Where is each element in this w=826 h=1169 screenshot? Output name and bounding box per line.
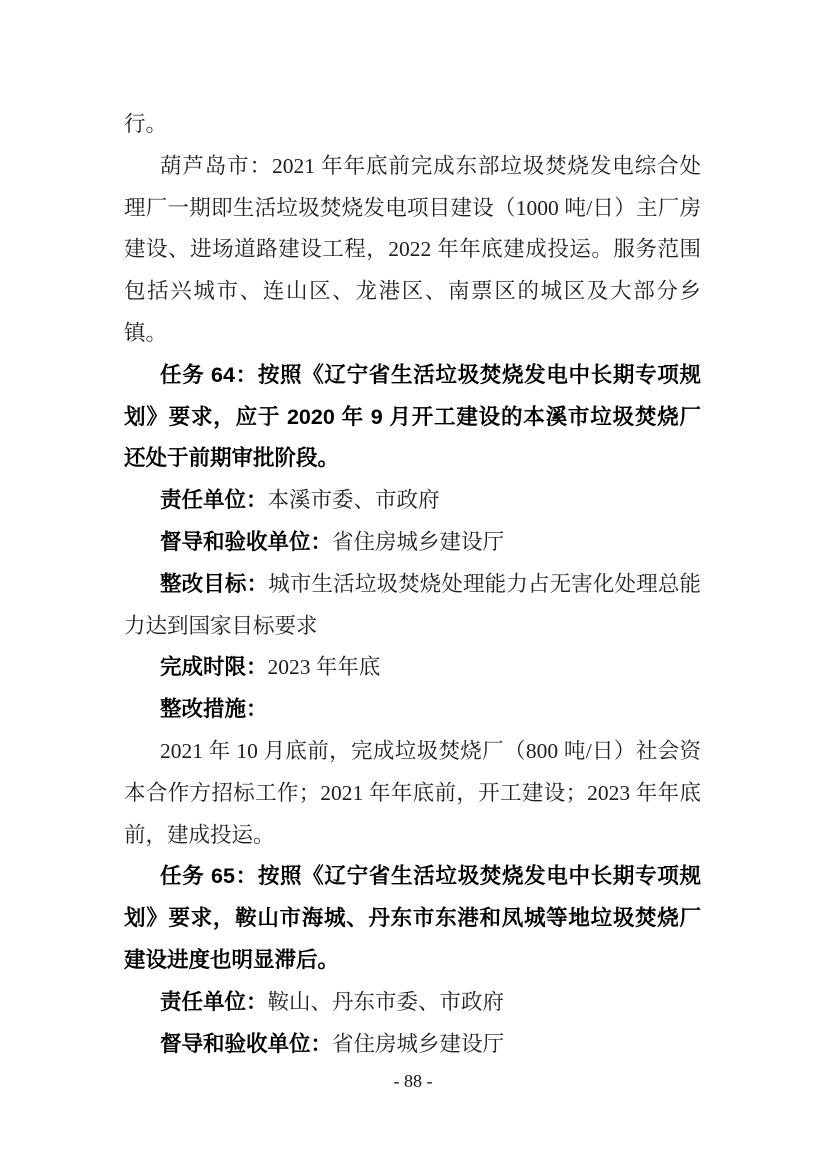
body-text: 葫芦岛市：2021 年年底前完成东部垃圾焚烧发电综合处理厂一期即生活垃圾焚烧发电项目建设（1000 吨/日）主厂房建设、进场道路建设工程，2022 年年底建成投运。服务范围包括兴城市、连山区、龙港区、南票区的城区及大部分乡镇。 <box>124 153 701 345</box>
bold-label-text: 整改措施： <box>160 697 268 722</box>
body-text: 省住房城乡建设厅 <box>332 1031 505 1056</box>
body-text: 行。 <box>124 112 168 136</box>
task-64-responsible-unit <box>124 480 701 522</box>
task-64-heading <box>124 355 701 480</box>
task-65-supervision-unit <box>124 1024 701 1066</box>
document-body <box>124 104 701 1065</box>
task-64-measures-label <box>124 689 701 731</box>
body-text: 本溪市委、市政府 <box>267 488 440 513</box>
body-text: 2021 年 10 月底前，完成垃圾焚烧厂（800 吨/日）社会资本合作方招标工作；2021 年年底前，开工建设；2023 年年底前，建成投运。 <box>124 738 701 847</box>
body-text: 2023 年年底 <box>267 655 381 680</box>
paragraph-huludao <box>124 146 701 355</box>
task-65-responsible-unit <box>124 982 701 1024</box>
bold-label-text: 督导和验收单位： <box>160 1031 333 1056</box>
bold-label-text: 责任单位： <box>160 488 268 513</box>
bold-label-text: 整改目标： <box>160 571 269 596</box>
bold-label-text: 任务 64：按照《辽宁省生活垃圾焚烧发电中长期专项规划》要求，应于 2020 年 9 月开工建设的本溪市垃圾焚烧厂还处于前期审批阶段。 <box>124 362 701 471</box>
bold-label-text: 督导和验收单位： <box>160 529 333 554</box>
paragraph-continuation <box>124 104 701 146</box>
bold-label-text: 完成时限： <box>160 655 268 680</box>
task-64-deadline <box>124 647 701 689</box>
task-64-rectification-goal <box>124 564 701 648</box>
page-number: - 88 - <box>393 1071 433 1091</box>
task-65-heading <box>124 856 701 981</box>
body-text: 省住房城乡建设厅 <box>332 529 505 554</box>
body-text: 鞍山、丹东市委、市政府 <box>267 989 505 1014</box>
task-64-supervision-unit <box>124 522 701 564</box>
bold-label-text: 责任单位： <box>160 989 268 1014</box>
body-text: 城市生活垃圾焚烧处理能力占无害化处理总能力达到国家目标要求 <box>124 571 701 638</box>
task-64-measures <box>124 731 701 856</box>
bold-label-text: 任务 65：按照《辽宁省生活垃圾焚烧发电中长期专项规划》要求，鞍山市海城、丹东市东港和凤城等地垃圾焚烧厂建设进度也明显滞后。 <box>124 864 701 972</box>
